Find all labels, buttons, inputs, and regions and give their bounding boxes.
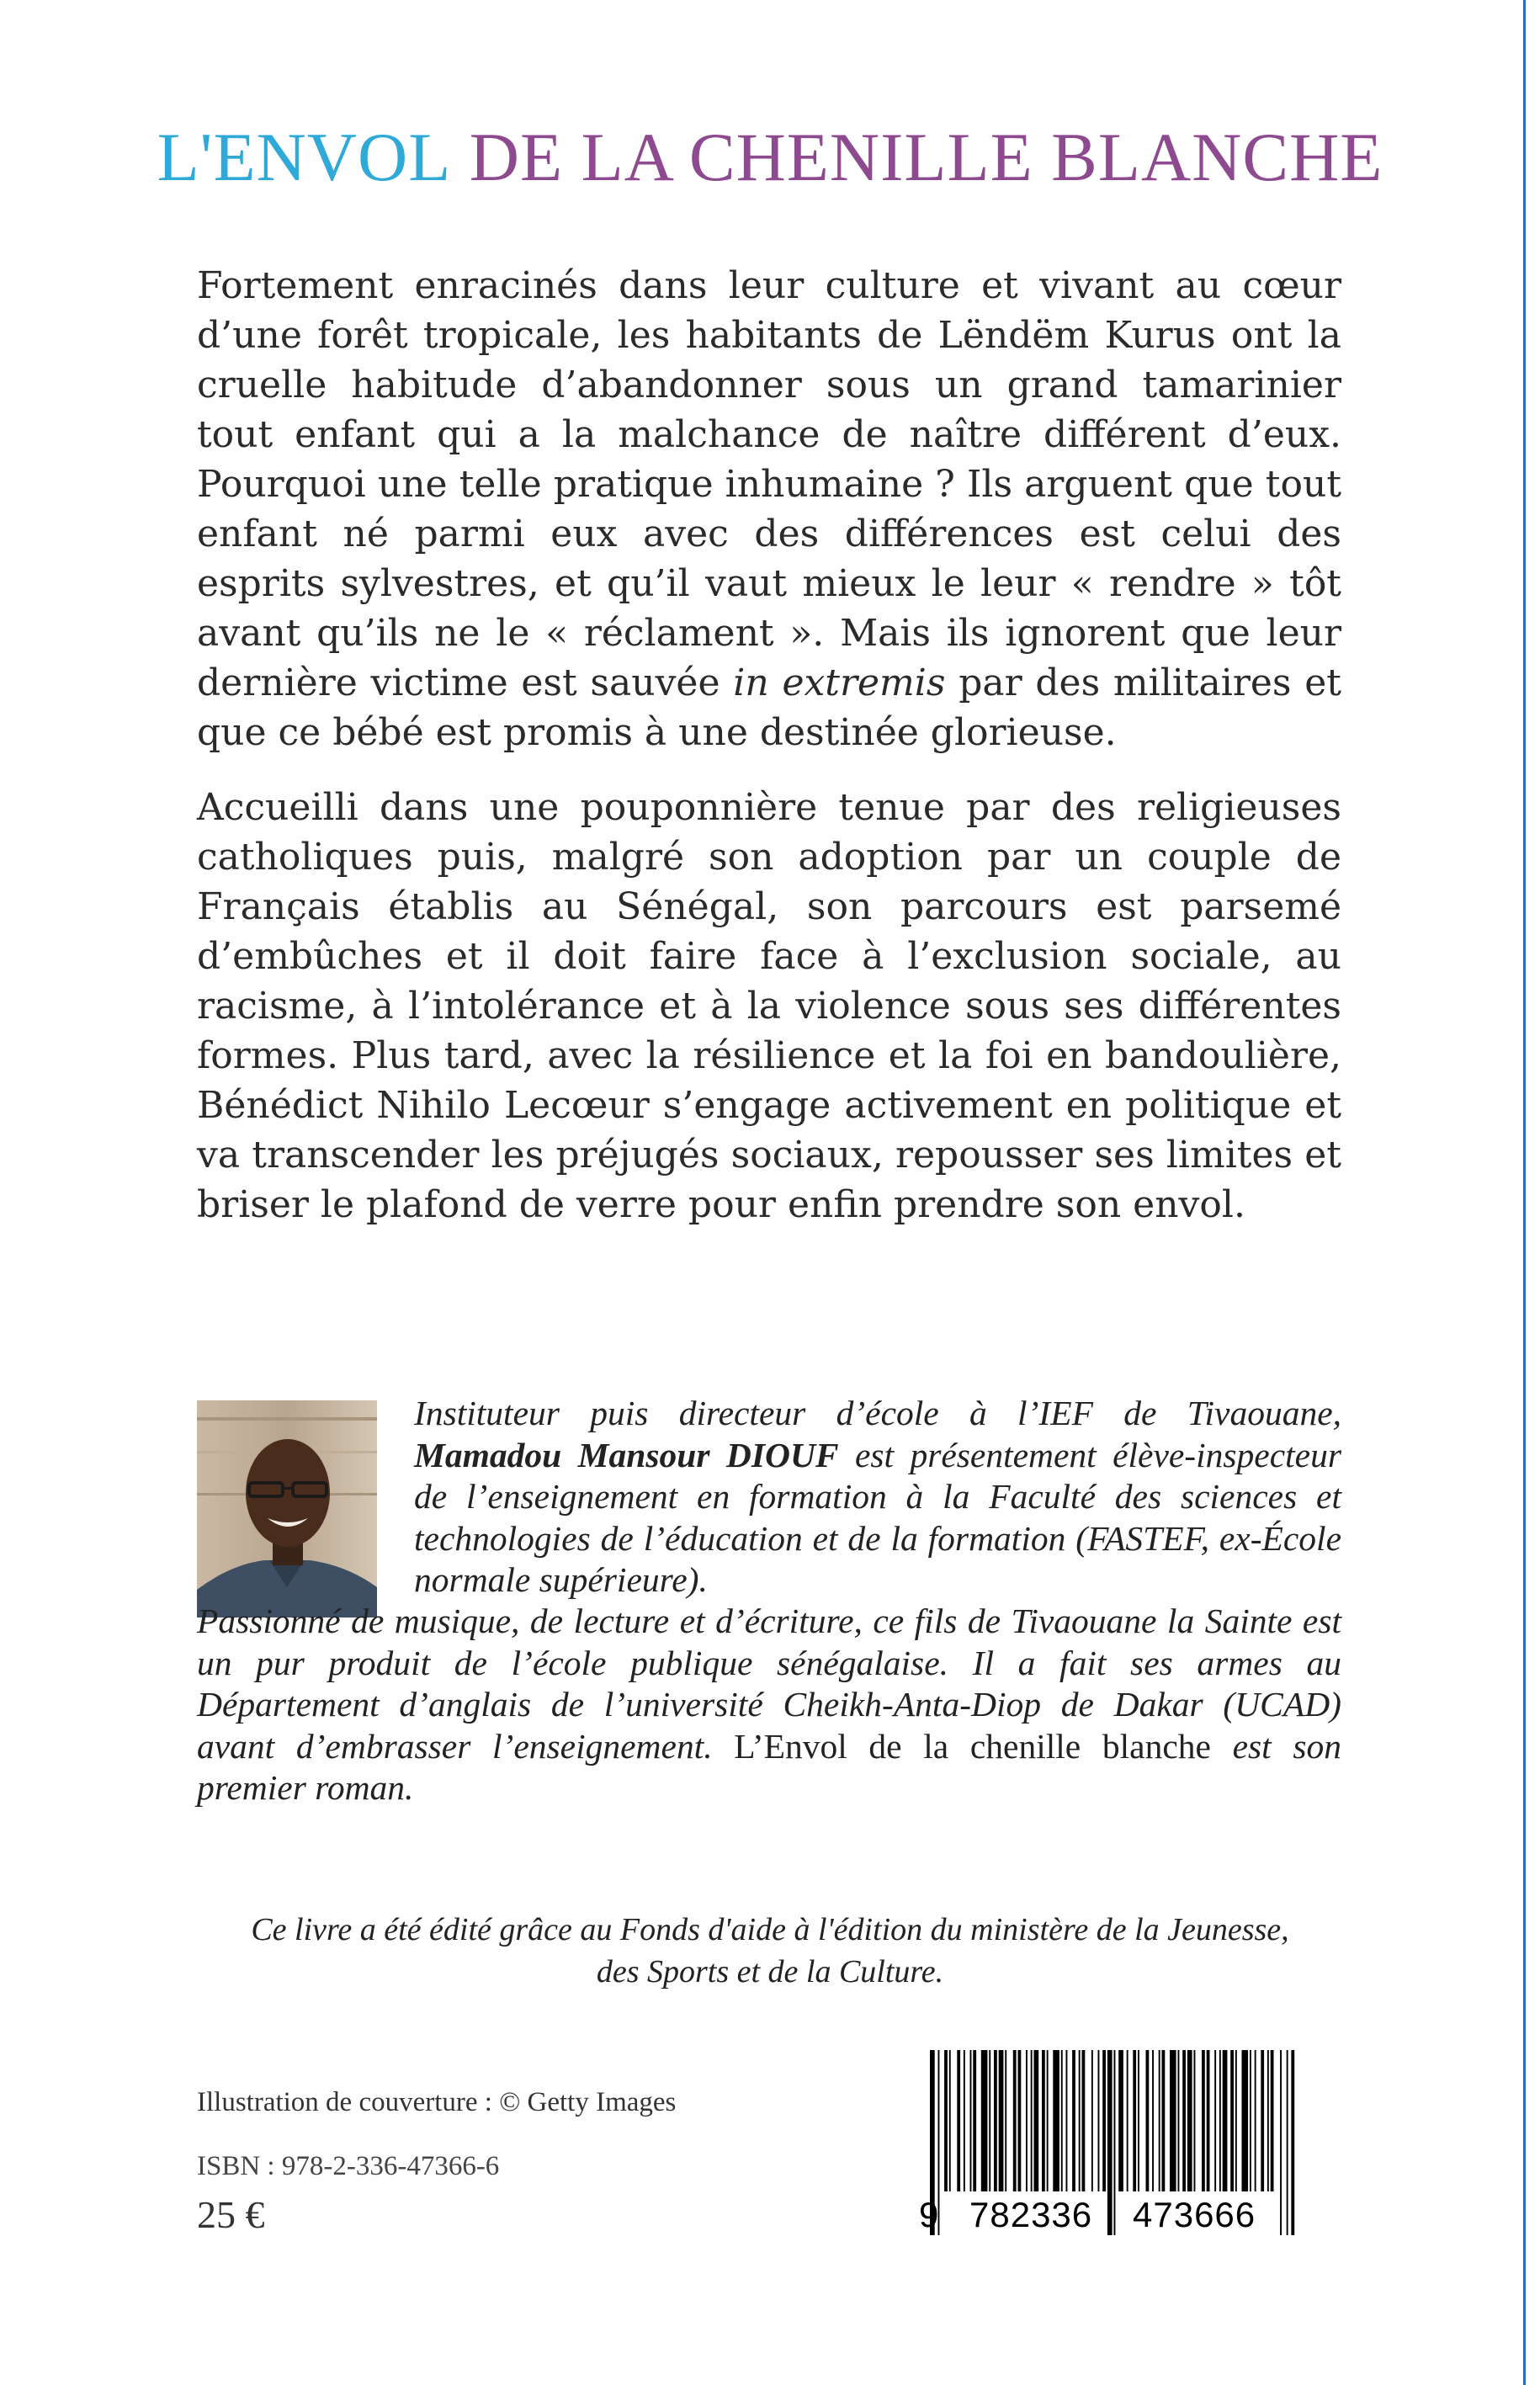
barcode-bar: [1271, 2050, 1274, 2191]
barcode-bar: [949, 2050, 951, 2191]
barcode-bar: [1261, 2050, 1264, 2191]
barcode-bar: [1079, 2050, 1081, 2191]
barcode-bar: [1091, 2050, 1093, 2191]
barcode-bar: [1047, 2050, 1049, 2191]
barcode-bar: [1242, 2050, 1249, 2191]
barcode-bar: [1118, 2050, 1123, 2191]
barcode-bar: [973, 2050, 976, 2191]
barcode-bar: [981, 2050, 988, 2191]
synopsis-paragraph-1: [197, 261, 1341, 757]
barcode-bar: [999, 2050, 1004, 2191]
barcode-bar: [1178, 2050, 1180, 2191]
barcode-bar: [1082, 2050, 1086, 2191]
barcode-bar: [1098, 2050, 1100, 2191]
bio-rest-start: Passionné de musique, de lecture et d’écriture, ce fils de Tivaouane la Sainte est un pur produit de l’école publique sénégalaise. Il a fait ses armes au Département d’anglais de l’université Cheikh-Anta-Diop de Dakar (UCAD) avant d’embrasser l’enseignement.: [197, 1602, 1341, 1766]
barcode-bar: [1223, 2050, 1228, 2191]
barcode-bar: [1042, 2050, 1045, 2191]
author-portrait: [197, 1400, 377, 1617]
barcode-bar: [1152, 2050, 1154, 2191]
book-title: [0, 118, 1540, 210]
barcode-bar: [1107, 2050, 1113, 2235]
barcode-bar: [1013, 2050, 1017, 2191]
title-part-envol: L'ENVOL: [157, 119, 452, 195]
barcode-bar: [994, 2050, 997, 2191]
barcode-bar: [1005, 2050, 1006, 2191]
barcode-bar: [1235, 2050, 1237, 2191]
barcode-bar: [1170, 2050, 1176, 2191]
barcode-digit-first: 9: [919, 2195, 940, 2234]
barcode-bar: [1182, 2050, 1186, 2191]
barcode-bar: [1219, 2050, 1221, 2191]
funding-credit: [168, 1909, 1372, 1993]
funding-credit-line-1: Ce livre a été édité grâce au Fonds d'aide à l'édition du ministère de la Jeunesse,: [251, 1912, 1289, 1947]
title-part-chenille: DE LA CHENILLE BLANCHE: [469, 119, 1383, 195]
barcode-bar: [1291, 2050, 1294, 2235]
barcode-bar: [1018, 2050, 1022, 2191]
barcode-bar: [964, 2050, 965, 2191]
barcode-bar: [1102, 2050, 1106, 2191]
price-text: 25 €: [197, 2193, 265, 2236]
barcode-digits-group-1: 782336: [969, 2195, 1093, 2234]
barcode-bar: [1267, 2050, 1269, 2191]
barcode-bar: [1202, 2050, 1205, 2191]
author-name: Mamadou Mansour DIOUF: [414, 1435, 839, 1474]
author-portrait-image: [197, 1400, 377, 1617]
barcode-bar: [1162, 2050, 1166, 2191]
author-bio-top: [414, 1393, 1341, 1602]
bio-after-author: est présentement élève-inspecteur de l’enseignement en formation à la Faculté des sciences et technologies de l’éducation et de la formation (FASTEF, ex-École normale supérieure).: [414, 1435, 1341, 1599]
spine-edge-line: [1523, 0, 1526, 2385]
barcode-bar: [1194, 2050, 1196, 2191]
bio-book-title: L’Envol de la chenille blanche: [734, 1726, 1211, 1766]
barcode-bar: [1250, 2050, 1251, 2191]
barcode-digits-group-2: 473666: [1133, 2195, 1256, 2234]
author-bio-rest: [197, 1601, 1341, 1809]
barcode-bar: [1230, 2050, 1234, 2191]
barcode-bar: [1127, 2050, 1128, 2191]
barcode-bar: [1114, 2050, 1116, 2235]
barcode-bar: [1280, 2050, 1282, 2235]
synopsis-p1-text: Fortement enracinés dans leur culture et vivant au cœur d’une forêt tropicale, les habitants de Lëndëm Kurus ont la cruelle habitude d’abandonner sous un grand tamarinier tout enfant qui a la malchance de naître différent d’eux. Pourquoi une telle pratique inhumaine ? Ils arguent que tout enfant né parmi eux avec des différences est celui des esprits sylvestres, et qu’il vaut mieux le leur « rendre » tôt avant qu’ils ne le « réclament ». Mais ils ignorent que leur dernière victime est sauvée: [197, 264, 1341, 704]
barcode-bar: [1146, 2050, 1150, 2191]
barcode-bar: [1053, 2050, 1059, 2191]
synopsis-p1-italic: in extremis: [733, 661, 946, 704]
barcode-bar: [1066, 2050, 1068, 2191]
barcode-bar: [989, 2050, 990, 2191]
barcode-bar: [1072, 2050, 1075, 2191]
barcode-bar: [1287, 2050, 1288, 2235]
barcode-bar: [970, 2050, 972, 2191]
bio-rest-end: est son premier roman.: [197, 1726, 1342, 1807]
barcode-bar: [1214, 2050, 1216, 2191]
barcode-bar: [1133, 2050, 1136, 2191]
illustration-credit: Illustration de couverture : © Getty Images: [197, 2087, 677, 2117]
barcode-bar: [1255, 2050, 1256, 2191]
barcode-bar: [1138, 2050, 1139, 2191]
funding-credit-line-2: des Sports et de la Culture.: [596, 1954, 944, 1989]
barcode-bar: [1026, 2050, 1028, 2191]
barcode-bar: [1207, 2050, 1210, 2191]
barcode-bar: [1159, 2050, 1160, 2191]
isbn-text: ISBN : 978-2-336-47366-6: [197, 2151, 500, 2181]
barcode-bar: [957, 2050, 960, 2191]
barcode-bar: [1034, 2050, 1039, 2191]
synopsis-p1-end: par des militaires et que ce bébé est promis à une destinée glorieuse.: [197, 661, 1341, 754]
barcode-bar: [1187, 2050, 1192, 2191]
bio-line1: Instituteur puis directeur d’école à l’IEF de Tivaouane,: [414, 1394, 1341, 1432]
barcode-bar: [1031, 2050, 1033, 2191]
barcode-bar: [1061, 2050, 1063, 2191]
barcode-bar: [944, 2050, 948, 2191]
synopsis-paragraph-2: Accueilli dans une pouponnière tenue par des religieuses catholiques puis, malgré son adoption par un couple de Français établis au Sénégal, son parcours est parsemé d’embûches et il doit faire face à l’exclusion sociale, au racisme, à l’intolérance et à la violence sous ses différentes formes. Plus tard, avec la résilience et la foi en bandoulière, Bénédict Nihilo Lecœur s’engage activement en politique et va transcender les préjugés sociaux, repousser ses limites et briser le plafond de verre pour enfin prendre son envol.: [197, 786, 1341, 1226]
